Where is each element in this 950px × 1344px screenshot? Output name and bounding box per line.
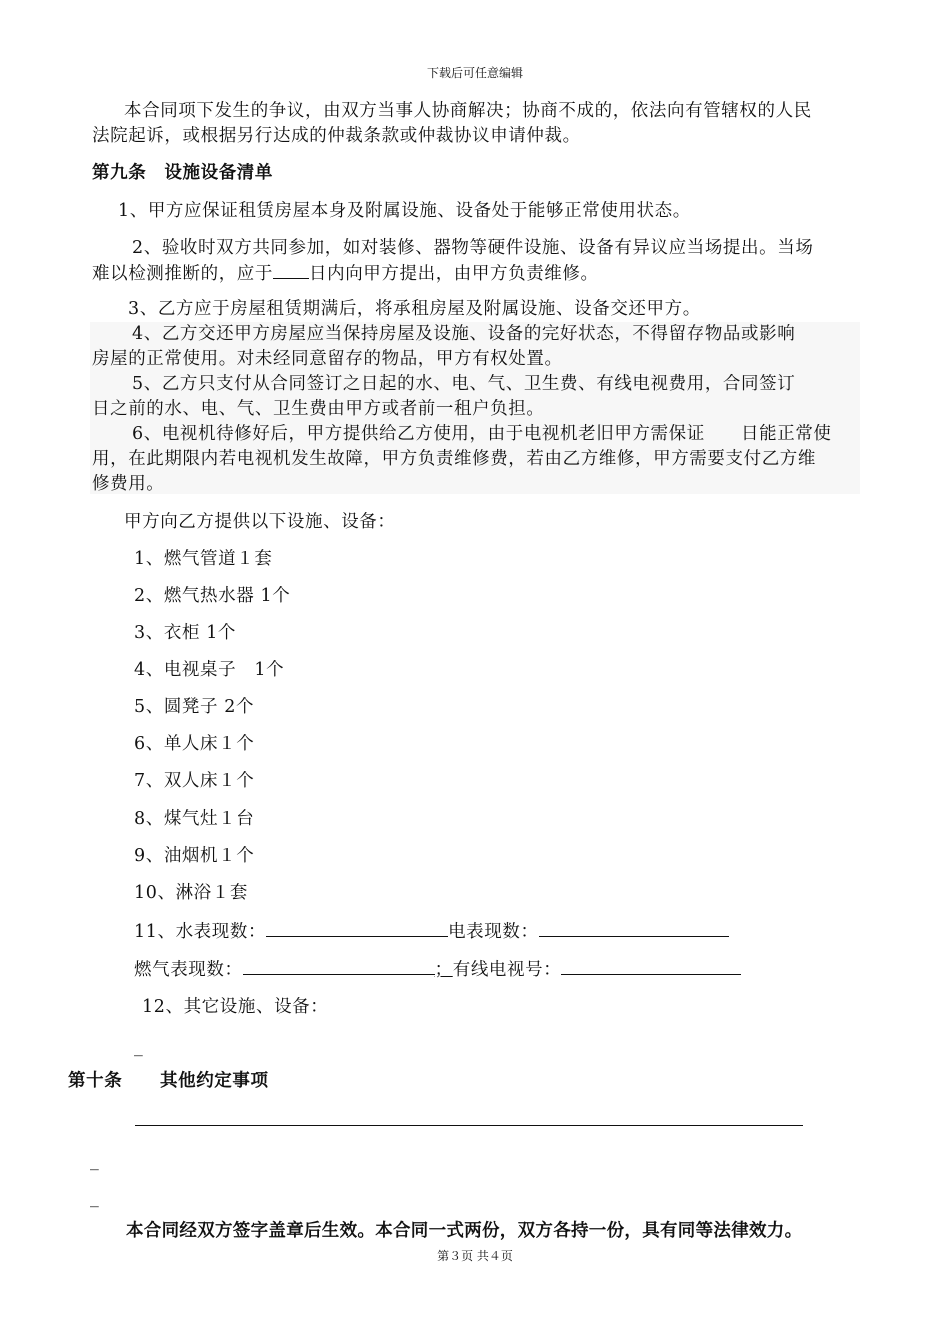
meter-readings-line1 — [134, 920, 729, 943]
equipment-list-intro: 甲方向乙方提供以下设施、设备： — [124, 512, 396, 532]
article10-dash-1: _ — [90, 1151, 100, 1171]
article9-p4-line2: 房屋的正常使用。对未经同意留存的物品，甲方有权处置。 — [92, 349, 563, 369]
gas-meter-label: 燃气表现数： — [134, 960, 243, 980]
p2-text-before-blank: 难以检测推断的，应于 — [92, 264, 273, 284]
water-meter-blank — [266, 920, 448, 937]
fill-in-rule — [135, 1125, 803, 1126]
article9-p6-line1: 6、电视机待修好后，甲方提供给乙方使用，由于电视机老旧甲方需保证 日能正常使 — [132, 424, 832, 444]
list-item: 2、燃气热水器 1个 — [134, 586, 291, 606]
list-item: 5、圆凳子 2个 — [134, 697, 255, 717]
intro-line-2: 法院起诉，或根据另行达成的仲裁条款或仲裁协议申请仲裁。 — [92, 126, 581, 146]
list-item: 10、淋浴１套 — [134, 883, 248, 903]
cable-tv-blank — [561, 958, 741, 975]
article9-title: 第九条 设施设备清单 — [92, 163, 273, 183]
electric-meter-blank — [539, 920, 729, 937]
days-blank — [273, 262, 309, 279]
article10-title-text: 其他约定事项 — [160, 1071, 269, 1091]
article9-p3: 3、乙方应于房屋租赁期满后，将承租房屋及附属设施、设备交还甲方。 — [128, 299, 701, 319]
article10-dash-2: _ — [90, 1188, 100, 1208]
page-number: 第３页 共４页 — [437, 1249, 513, 1263]
list-item: 6、单人床１个 — [134, 734, 255, 754]
intro-line-1: 本合同项下发生的争议，由双方当事人协商解决；协商不成的，依法向有管辖权的人民 — [124, 101, 812, 121]
water-meter-label: 11、水表现数： — [134, 922, 267, 942]
article10-title-number: 第十条 — [68, 1071, 123, 1091]
meter-readings-line2 — [134, 958, 741, 981]
article9-p5-line1: 5、乙方只支付从合同签订之日起的水、电、气、卫生费、有线电视费用，合同签订 — [132, 374, 796, 394]
article9-p6-line3: 修费用。 — [92, 474, 165, 494]
article9-p2-line1: 2、验收时双方共同参加，如对装修、器物等硬件设施、设备有异议应当场提出。当场 — [132, 238, 814, 258]
semicolon: ； — [434, 960, 453, 980]
list-item: 7、双人床１个 — [134, 771, 255, 791]
header-note: 下载后可任意编辑 — [426, 66, 523, 80]
list-item: 9、油烟机１个 — [134, 846, 255, 866]
article9-dash: _ — [134, 1037, 144, 1057]
list-item: 4、电视桌子 1个 — [134, 660, 285, 680]
closing-statement: 本合同经双方签字盖章后生效。本合同一式两份，双方各持一份，具有同等法律效力。 — [126, 1221, 803, 1241]
article9-p1: 1、甲方应保证租赁房屋本身及附属设施、设备处于能够正常使用状态。 — [118, 201, 691, 221]
gas-meter-blank — [243, 958, 435, 975]
article9-p5-line2: 日之前的水、电、气、卫生费由甲方或者前一租户负担。 — [92, 399, 545, 419]
article9-item12: 12、其它设施、设备： — [142, 997, 329, 1017]
cable-tv-label: 有线电视号： — [452, 960, 562, 980]
list-item: 8、煤气灶１台 — [134, 809, 255, 829]
list-item: 1、燃气管道１套 — [134, 549, 273, 569]
article9-p4-line1: 4、乙方交还甲方房屋应当保持房屋及设施、设备的完好状态，不得留存物品或影响 — [132, 324, 796, 344]
p2-text-after-blank: 日内向甲方提出，由甲方负责维修。 — [309, 264, 599, 284]
article9-p6-line2: 用，在此期限内若电视机发生故障，甲方负责维修费，若由乙方维修，甲方需要支付乙方维 — [92, 449, 816, 469]
electric-meter-label: 电表现数： — [448, 922, 539, 942]
article9-p2-line2 — [92, 262, 599, 285]
list-item: 3、衣柜 1个 — [134, 623, 237, 643]
